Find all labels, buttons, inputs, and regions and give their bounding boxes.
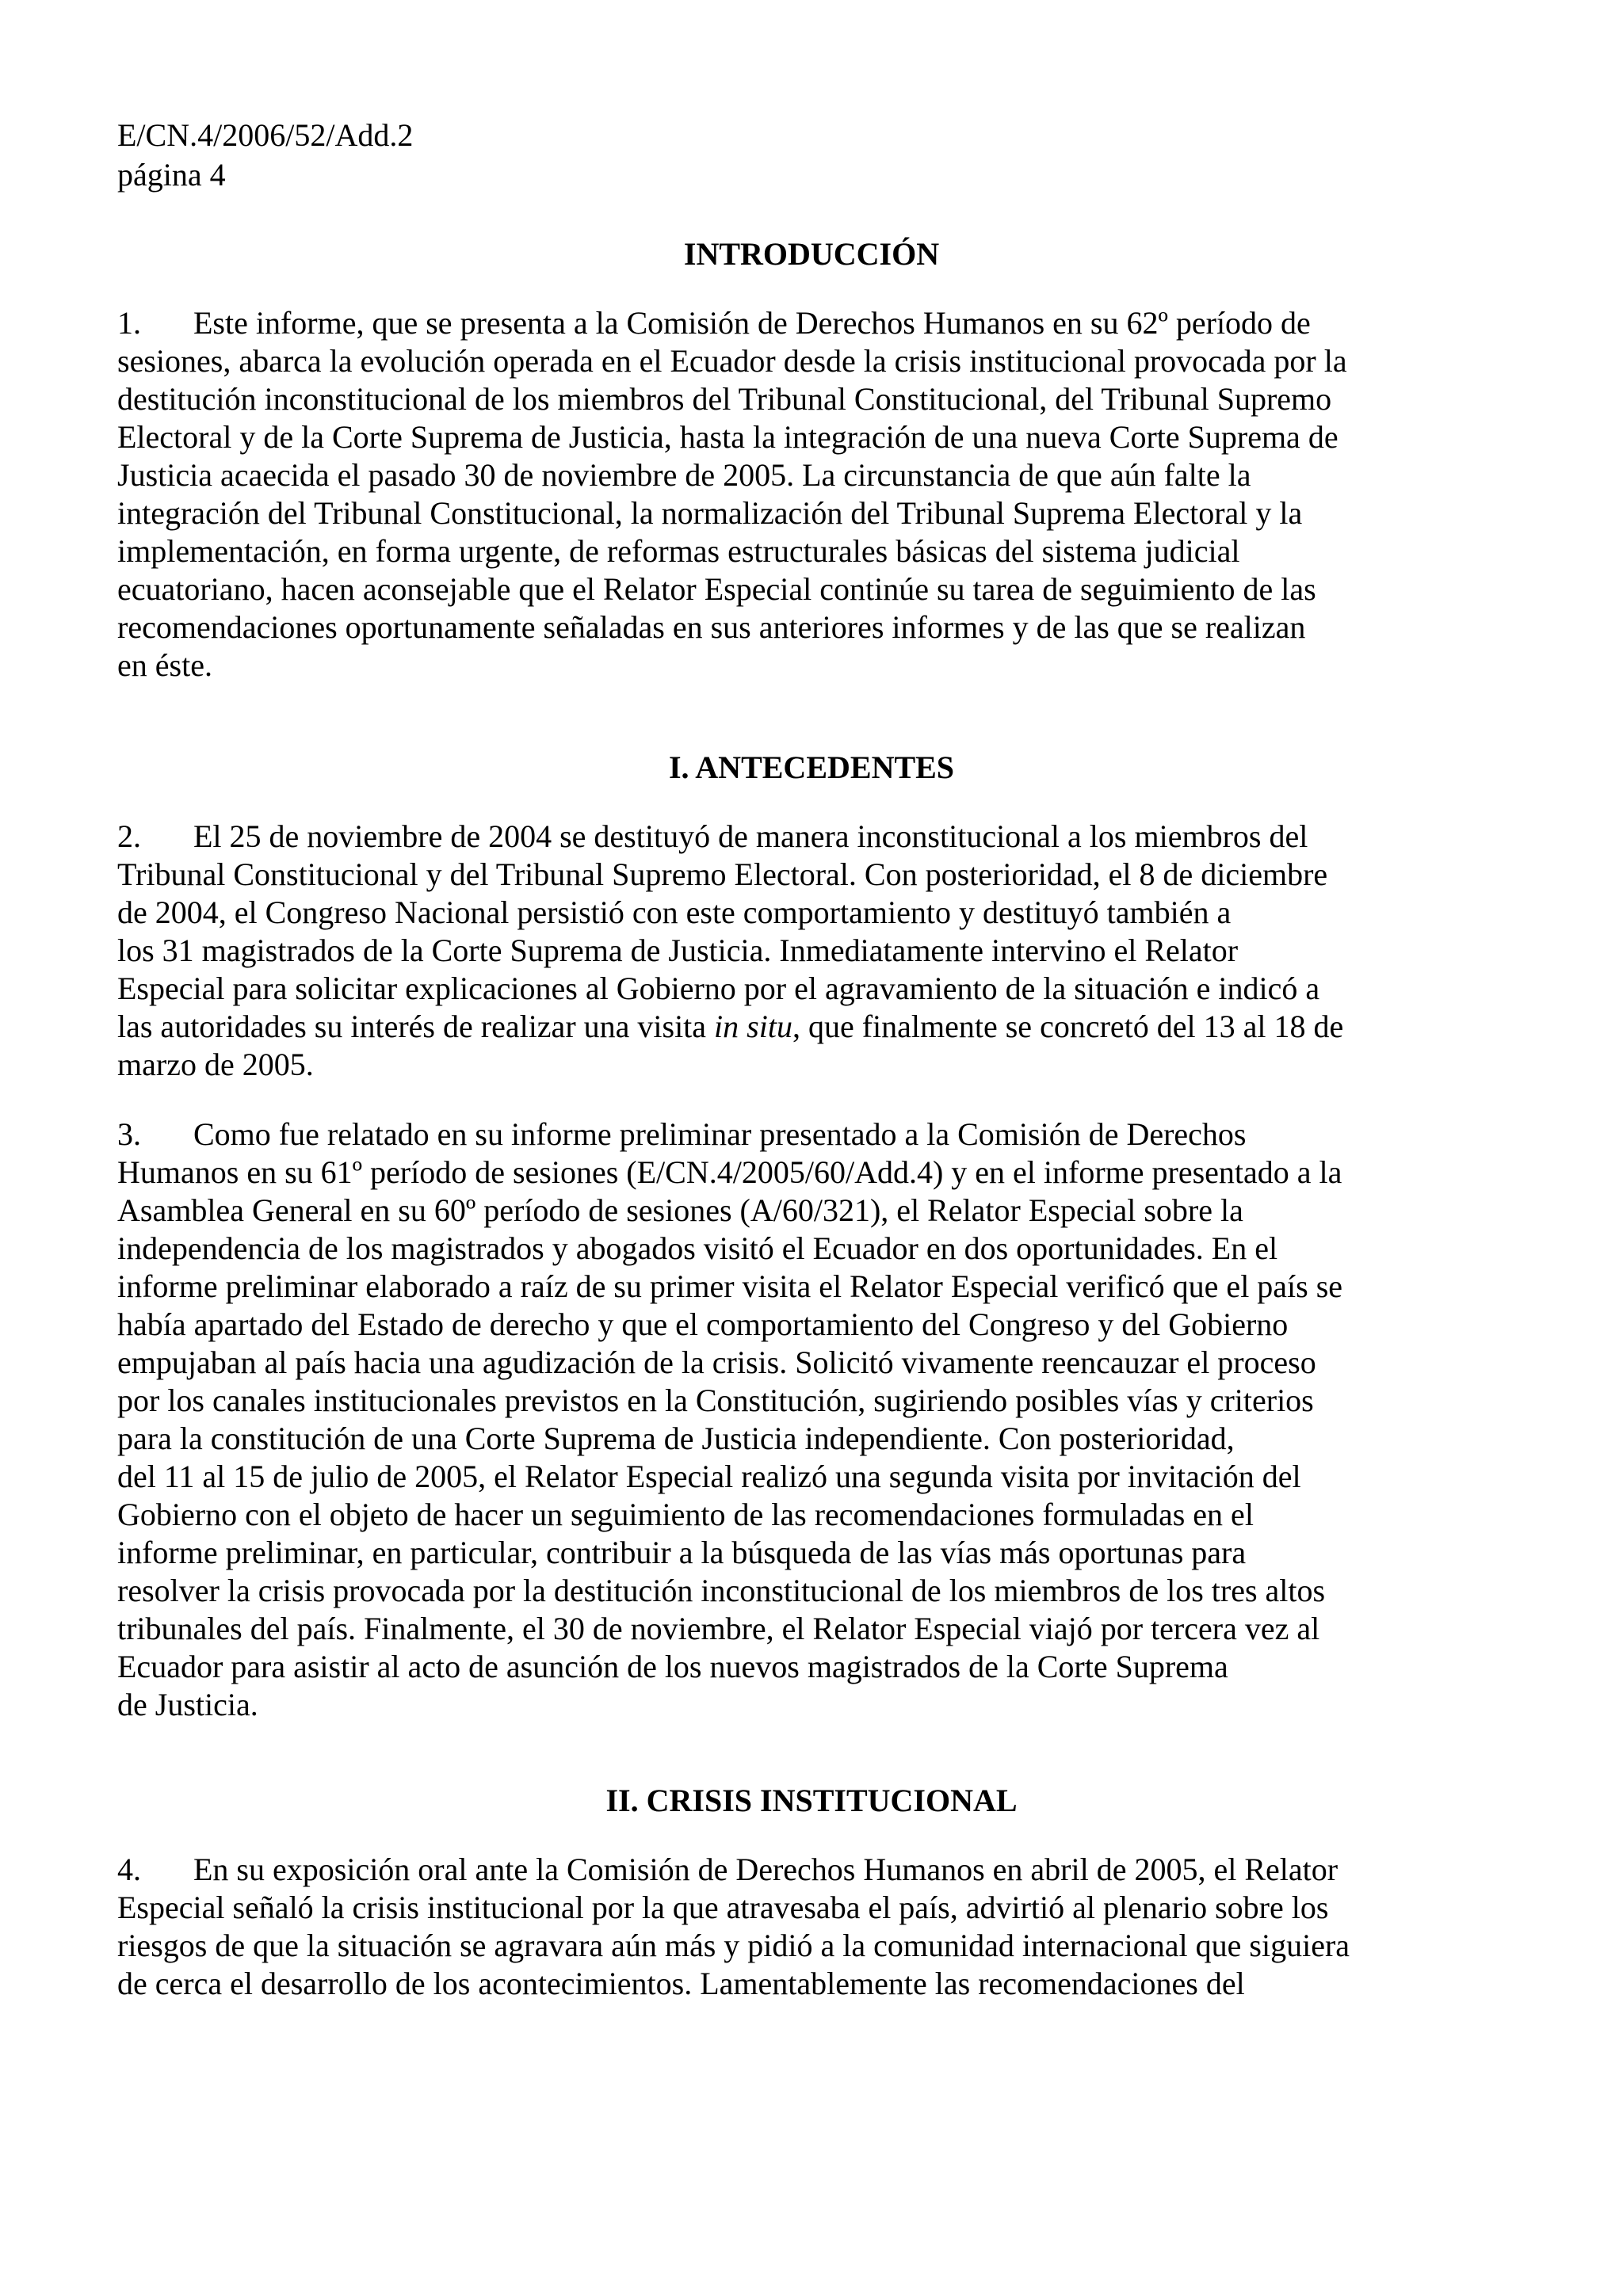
paragraph-line: informe preliminar, en particular, contribuir a la búsqueda de las vías más oportunas para — [117, 1535, 1247, 1570]
paragraph-line: Justicia acaecida el pasado 30 de noviembre de 2005. La circunstancia de que aún falte la — [117, 457, 1251, 493]
paragraph-line: para la constitución de una Corte Suprema de Justicia independiente. Con posterioridad, — [117, 1421, 1235, 1456]
italic-term: in situ — [714, 1009, 792, 1044]
paragraph-line: empujaban al país hacia una agudización de la crisis. Solicitó vivamente reencauzar el proceso — [117, 1344, 1316, 1380]
paragraph-number: 2. — [117, 818, 141, 854]
page-number: página 4 — [117, 157, 226, 193]
paragraph-line: había apartado del Estado de derecho y que el comportamiento del Congreso y del Gobierno — [117, 1306, 1289, 1342]
paragraph-line: Como fue relatado en su informe preliminar presentado a la Comisión de Derechos — [193, 1116, 1247, 1152]
paragraph-line: Asamblea General en su 60º período de sesiones (A/60/321), el Relator Especial sobre la — [117, 1192, 1243, 1228]
document-symbol: E/CN.4/2006/52/Add.2 — [117, 117, 414, 153]
paragraph-line: del 11 al 15 de julio de 2005, el Relator Especial realizó una segunda visita por invitación del — [117, 1459, 1301, 1494]
paragraph-line: Ecuador para asistir al acto de asunción de los nuevos magistrados de la Corte Suprema — [117, 1649, 1228, 1684]
paragraph-line: El 25 de noviembre de 2004 se destituyó de manera inconstitucional a los miembros del — [193, 818, 1308, 854]
paragraph-line: destitución inconstitucional de los miembros del Tribunal Constitucional, del Tribunal Supremo — [117, 381, 1332, 417]
paragraph-line: de 2004, el Congreso Nacional persistió con este comportamiento y destituyó también a — [117, 894, 1232, 930]
paragraph-line: integración del Tribunal Constitucional, la normalización del Tribunal Suprema Electoral y la — [117, 495, 1303, 531]
paragraph-number: 1. — [117, 305, 141, 341]
paragraph-number: 3. — [117, 1116, 141, 1152]
paragraph-line: resolver la crisis provocada por la destitución inconstitucional de los miembros de los tres altos — [117, 1573, 1326, 1608]
paragraph-line: los 31 magistrados de la Corte Suprema de Justicia. Inmediatamente intervino el Relator — [117, 933, 1239, 968]
paragraph-line: de Justicia. — [117, 1687, 258, 1722]
paragraph-line: En su exposición oral ante la Comisión de Derechos Humanos en abril de 2005, el Relator — [193, 1852, 1338, 1887]
paragraph-line: riesgos de que la situación se agravara aún más y pidió a la comunidad internacional que siguiera — [117, 1928, 1350, 1963]
paragraph-line: Electoral y de la Corte Suprema de Justicia, hasta la integración de una nueva Corte Suprema de — [117, 419, 1338, 455]
paragraph-line: tribunales del país. Finalmente, el 30 de noviembre, el Relator Especial viajó por tercera vez al — [117, 1611, 1320, 1646]
paragraph-line: independencia de los magistrados y abogados visitó el Ecuador en dos oportunidades. En el — [117, 1230, 1278, 1266]
paragraph-line: Gobierno con el objeto de hacer un seguimiento de las recomendaciones formuladas en el — [117, 1497, 1254, 1532]
paragraph-line: implementación, en forma urgente, de reformas estructurales básicas del sistema judicial — [117, 533, 1240, 569]
paragraph-4 — [117, 1851, 1377, 2003]
paragraph-line: informe preliminar elaborado a raíz de su primer visita el Relator Especial verificó que el país se — [117, 1268, 1343, 1304]
paragraph-line: Especial señaló la crisis institucional por la que atravesaba el país, advirtió al plenario sobre los — [117, 1890, 1329, 1925]
heading-introduccion: INTRODUCCIÓN — [683, 236, 940, 272]
paragraph-line: ecuatoriano, hacen aconsejable que el Relator Especial continúe su tarea de seguimiento de las — [117, 571, 1316, 607]
paragraph-line: marzo de 2005. — [117, 1047, 314, 1082]
paragraph-line: en éste. — [117, 647, 212, 683]
paragraph-line — [117, 1008, 1377, 1046]
paragraph-line: Humanos en su 61º período de sesiones (E/CN.4/2005/60/Add.4) y en el informe presentado a la — [117, 1154, 1342, 1190]
paragraph-3 — [117, 1116, 1377, 1724]
paragraph-number: 4. — [117, 1852, 141, 1887]
paragraph-line: de cerca el desarrollo de los acontecimientos. Lamentablemente las recomendaciones del — [117, 1966, 1245, 2001]
paragraph-line: por los canales institucionales previstos en la Constitución, sugiriendo posibles vías y criterios — [117, 1383, 1314, 1418]
paragraph-line: Especial para solicitar explicaciones al Gobierno por el agravamiento de la situación e indicó a — [117, 971, 1320, 1006]
heading-crisis-institucional: II. CRISIS INSTITUCIONAL — [605, 1783, 1018, 1818]
paragraph-2 — [117, 818, 1377, 1084]
paragraph-1 — [117, 304, 1377, 685]
text-run: , que finalmente se concretó del 13 al 18 de — [792, 1009, 1344, 1044]
paragraph-line: Tribunal Constitucional y del Tribunal Supremo Electoral. Con posterioridad, el 8 de diciembre — [117, 856, 1328, 892]
text-run: las autoridades su interés de realizar una visita — [117, 1009, 715, 1044]
document-header — [117, 116, 413, 195]
paragraph-line: recomendaciones oportunamente señaladas en sus anteriores informes y de las que se realizan — [117, 609, 1306, 645]
paragraph-line: Este informe, que se presenta a la Comisión de Derechos Humanos en su 62º período de — [193, 305, 1311, 341]
paragraph-line: sesiones, abarca la evolución operada en el Ecuador desde la crisis institucional provocada por la — [117, 343, 1347, 379]
heading-antecedentes: I. ANTECEDENTES — [668, 749, 955, 785]
